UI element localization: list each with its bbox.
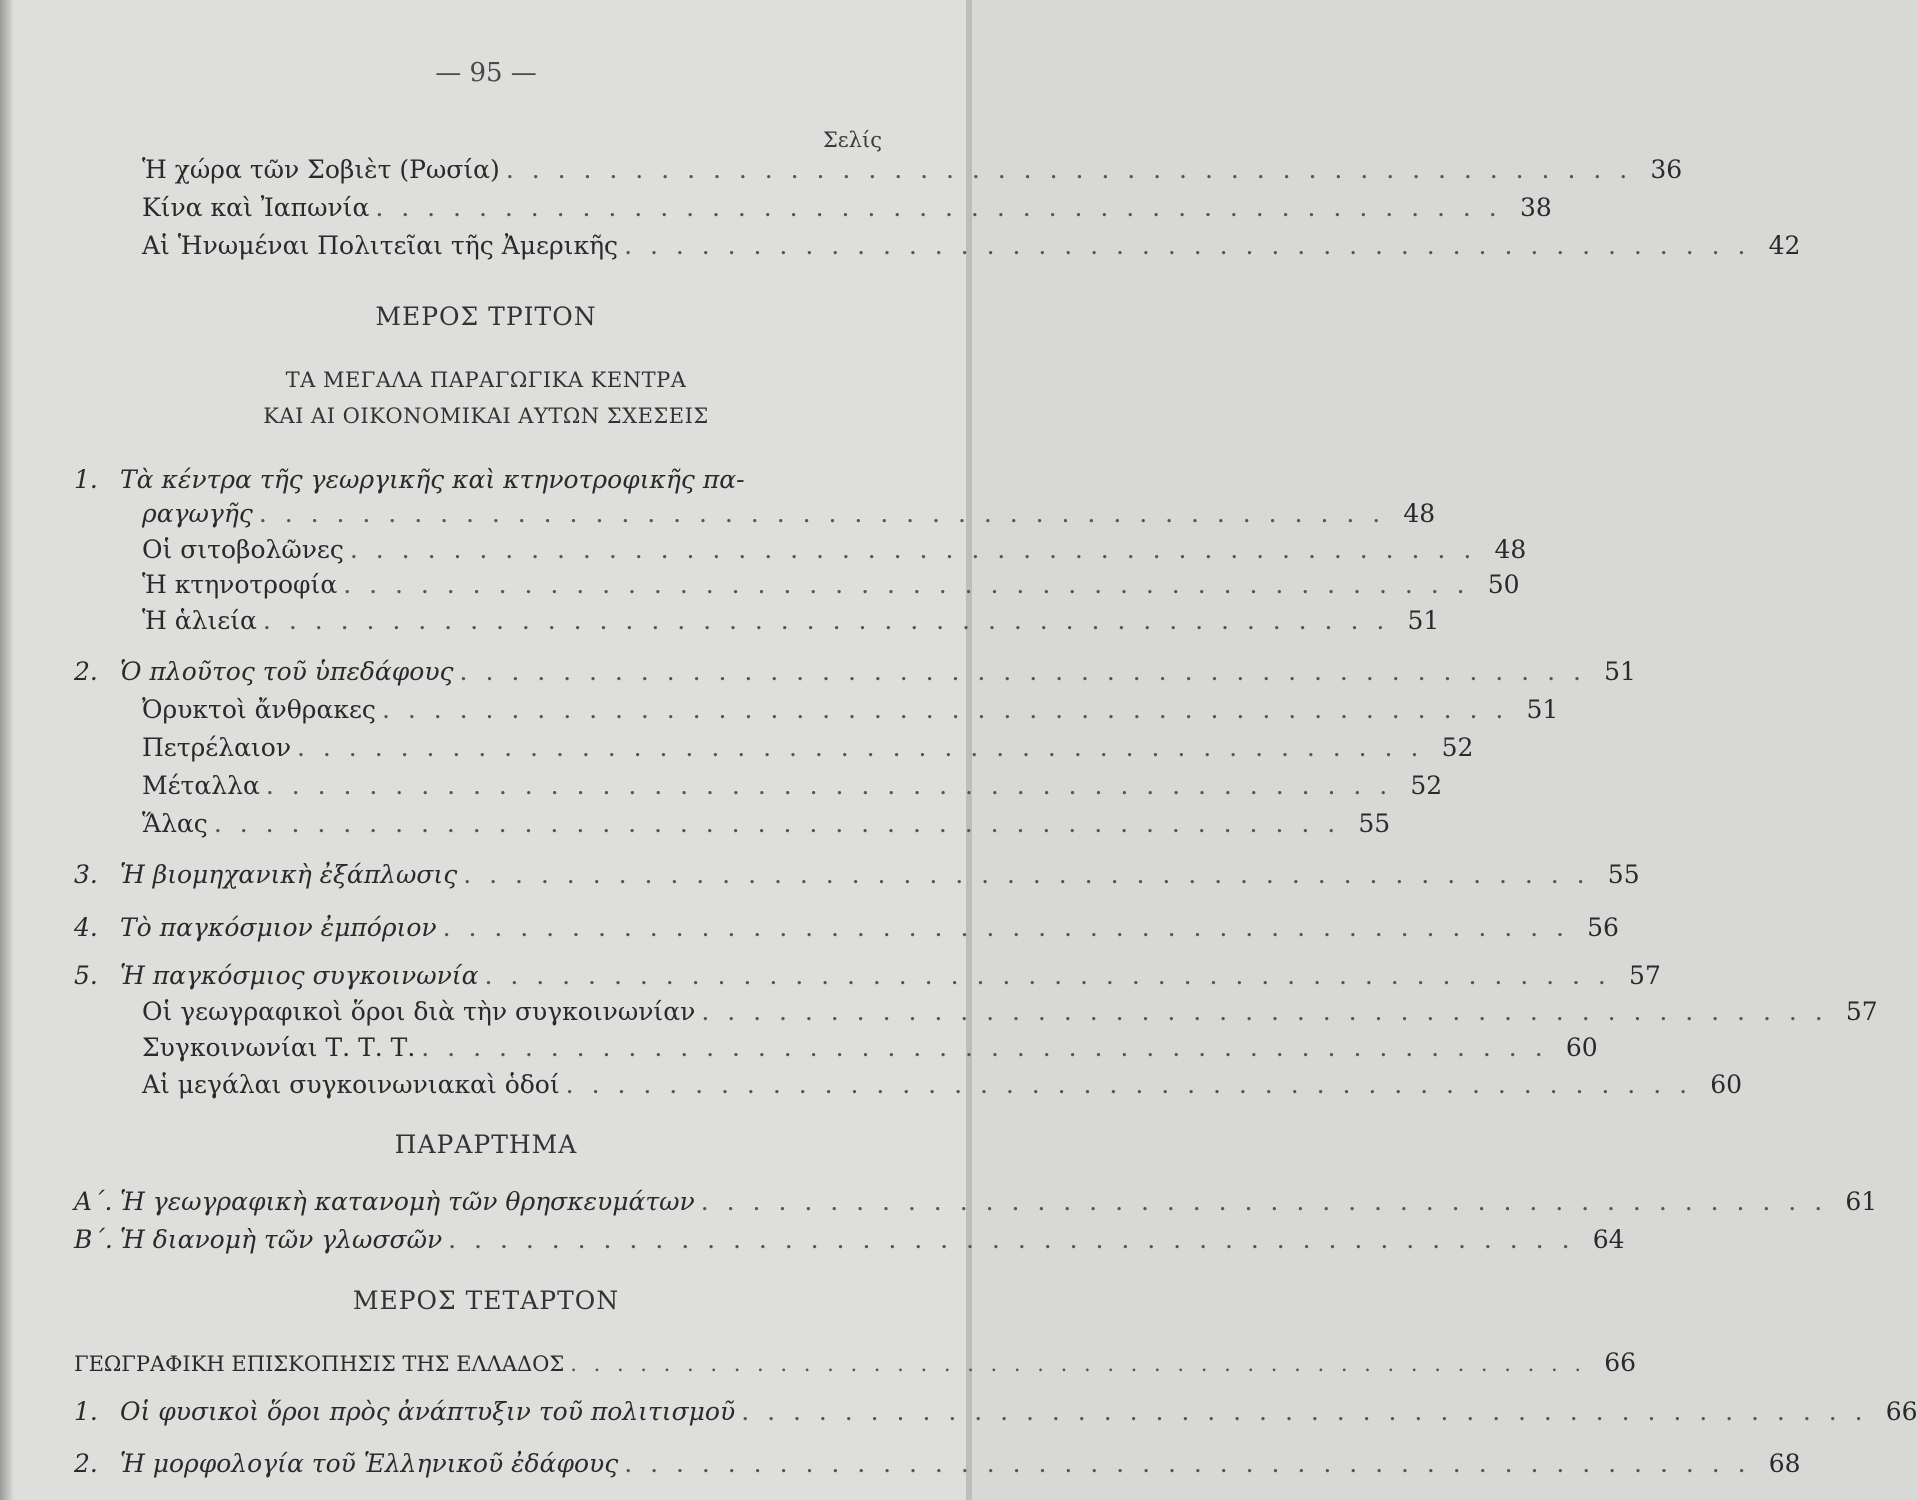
dot-leader: . . . . . . . . . . . . . . . . . . . . . . . . . . . . . . . . . . . . . . . . . . . . xyxy=(459,657,1586,686)
toc-entry-title: Κίνα καὶ Ἰαπωνία xyxy=(142,193,370,222)
toc-entry-page: 38 xyxy=(1519,193,1552,222)
toc-entry-title: Πετρέλαιον xyxy=(142,733,292,762)
toc-section xyxy=(74,857,1640,893)
dot-leader: . . . . . . . . . . . . . . . . . . . . . . . . . . . . . . . . . . . . . . . . . . . . xyxy=(262,606,1390,635)
toc-entry-title: Συγκοινωνίαι Τ. Τ. Τ. xyxy=(142,1033,416,1062)
toc-section xyxy=(74,654,1636,690)
dot-leader: . . . . . . . . . . . . . . . . . . . . . . . . . . . . . . . . . . . . . . . . . . . . xyxy=(349,535,1477,564)
toc-section xyxy=(74,958,1661,994)
toc-entry-page: 42 xyxy=(1768,231,1801,260)
toc-entry-title: Ὀρυκτοὶ ἄνθρακες xyxy=(142,695,376,724)
toc-entry-page: 66 xyxy=(1885,1397,1918,1426)
section-number: 2. xyxy=(74,657,98,686)
toc-entry-page: 60 xyxy=(1710,1070,1743,1099)
toc-entry xyxy=(142,1030,1598,1066)
page-edge-shadow xyxy=(0,0,14,1500)
part-subheading: ΚΑΙ ΑΙ ΟΙΚΟΝΟΜΙΚΑΙ ΑΥΤΩΝ ΣΧΕΣΕΙΣ xyxy=(263,404,709,428)
section-title: Οἱ φυσικοὶ ὅροι πρὸς ἀνάπτυξιν τοῦ πολιτισμοῦ xyxy=(120,1397,736,1426)
section-title: Ἡ γεωγραφικὴ κατανομὴ τῶν θρησκευμάτων xyxy=(120,1187,695,1216)
toc-entry-page: 66 xyxy=(1604,1348,1637,1377)
dot-leader: . . . . . . . . . . . . . . . . . . . . . . . . . . . . . . . . . . . . . . . . . . . . xyxy=(484,961,1611,990)
toc-entry xyxy=(142,190,1552,226)
section-number: 1. xyxy=(74,465,98,494)
dot-leader: . . . . . . . . . . . . . . . . . . . . . . . . . . . . . . . . . . . . . . . . . . . . xyxy=(213,809,1341,838)
toc-entry xyxy=(142,603,1440,639)
toc-entry-title: Ἡ κτηνοτροφία xyxy=(142,570,338,599)
part-heading: ΜΕΡΟΣ ΤΡΙΤΟΝ xyxy=(375,302,597,331)
dot-leader: . . . . . . . . . . . . . . . . . . . . . . . . . . . . . . . . . . . . . . . . . . . . xyxy=(700,1187,1828,1216)
section-title: Ἡ βιομηχανικὴ ἐξάπλωσις xyxy=(120,860,458,889)
toc-entry-page: 52 xyxy=(1441,733,1474,762)
toc-section xyxy=(74,910,1619,946)
dot-leader: . . . . . . . . . . . . . . . . . . . . . . . . . . . . . . . . . . . . . . . . . . . . xyxy=(297,733,1424,762)
toc-entry-page: 57 xyxy=(1629,961,1661,990)
section-title: Ἡ διανομὴ τῶν γλωσσῶν xyxy=(120,1225,443,1254)
section-number: 1. xyxy=(74,1397,98,1426)
toc-overview xyxy=(74,1345,1637,1381)
dot-leader: . . . . . . . . . . . . . . . . . . . . . . . . . . . . . . . . . . . . . . . . . . . . xyxy=(448,1225,1575,1254)
part-subheading: ΤΑ ΜΕΓΑΛΑ ΠΑΡΑΓΩΓΙΚΑ ΚΕΝΤΡΑ xyxy=(285,368,687,392)
toc-entry-title: Μέταλλα xyxy=(142,771,260,800)
toc-entry-page: 51 xyxy=(1407,606,1440,635)
dot-leader: . . . . . . . . . . . . . . . . . . . . . . . . . . . . . . . . . . . . . . . . . . . . xyxy=(442,913,1569,942)
dot-leader: . . . . . . . . . . . . . . . . . . . . . . . . . . . . . . . . . . . . . . . . . . . . xyxy=(258,499,1386,528)
toc-entry-title: Οἱ γεωγραφικοὶ ὅροι διὰ τὴν συγκοινωνίαν xyxy=(142,997,696,1026)
section-number: Α΄. xyxy=(74,1187,113,1216)
toc-section xyxy=(142,496,1436,532)
dot-leader: . . . . . . . . . . . . . . . . . . . . . . . . . . . . . . . . . . . . . . . . . . . . xyxy=(701,997,1828,1026)
toc-entry xyxy=(142,152,1683,188)
toc-entry xyxy=(142,567,1520,603)
appendix-heading: ΠΑΡΑΡΤΗΜΑ xyxy=(394,1130,578,1159)
toc-section xyxy=(74,1394,1918,1430)
dot-leader: . . . . . . . . . . . . . . . . . . . . . . . . . . . . . . . . . . . . . . . . . . . . xyxy=(624,1449,1751,1478)
section-number: 2. xyxy=(74,1449,98,1478)
section-title-line-1 xyxy=(74,462,745,498)
section-title: Τὸ παγκόσμιον ἐμπόριον xyxy=(120,913,437,942)
toc-entry-page: 48 xyxy=(1403,499,1436,528)
dot-leader: . . . . . . . . . . . . . . . . . . . . . . . . . . . . . . . . . . . . . . . . . . . . xyxy=(565,1070,1693,1099)
toc-entry xyxy=(142,228,1801,264)
section-title: Ἡ μορφολογία τοῦ Ἑλληνικοῦ ἐδάφους xyxy=(120,1449,619,1478)
section-number: 4. xyxy=(74,913,98,942)
section-number: 5. xyxy=(74,961,98,990)
toc-entry-title: Αἱ μεγάλαι συγκοινωνιακαὶ ὁδοί xyxy=(142,1070,560,1099)
section-number: Β΄. xyxy=(74,1225,113,1254)
page-number: — 95 — xyxy=(435,58,537,88)
toc-entry-page: 61 xyxy=(1845,1187,1878,1216)
toc-entry-page: 51 xyxy=(1526,695,1559,724)
dot-leader: . . . . . . . . . . . . . . . . . . . . . . . . . . . . . . . . . . . . . . . . . . . . xyxy=(570,1352,1587,1376)
dot-leader: . . . . . . . . . . . . . . . . . . . . . . . . . . . . . . . . . . . . . . . . . . . . xyxy=(421,1033,1548,1062)
toc-entry-page: 60 xyxy=(1565,1033,1598,1062)
dot-leader: . . . . . . . . . . . . . . . . . . . . . . . . . . . . . . . . . . . . . . . . . . . . xyxy=(343,570,1470,599)
toc-entry-page: 56 xyxy=(1587,913,1619,942)
toc-entry-title: Αἱ Ἡνωμέναι Πολιτεῖαι τῆς Ἀμερικῆς xyxy=(142,231,619,260)
toc-entry-page: 48 xyxy=(1494,535,1527,564)
dot-leader: . . . . . . . . . . . . . . . . . . . . . . . . . . . . . . . . . . . . . . . . . . . . xyxy=(741,1397,1868,1426)
section-number: 3. xyxy=(74,860,98,889)
toc-entry xyxy=(142,994,1878,1030)
toc-entry-page: 36 xyxy=(1650,155,1683,184)
toc-entry-page: 55 xyxy=(1607,860,1640,889)
part-heading: ΜΕΡΟΣ ΤΕΤΑΡΤΟΝ xyxy=(352,1286,620,1315)
toc-entry-page: 57 xyxy=(1845,997,1878,1026)
toc-entry xyxy=(142,806,1391,842)
section-title: Ὁ πλοῦτος τοῦ ὑπεδάφους xyxy=(120,657,454,686)
toc-section xyxy=(74,1222,1625,1258)
dot-leader: . . . . . . . . . . . . . . . . . . . . . . . . . . . . . . . . . . . . . . . . . . . . xyxy=(381,695,1509,724)
toc-entry-page: 64 xyxy=(1592,1225,1625,1254)
toc-entry xyxy=(142,1067,1743,1103)
section-title: Τὰ κέντρα τῆς γεωργικῆς καὶ κτηνοτροφικῆς πα- xyxy=(120,465,745,494)
toc-entry xyxy=(142,692,1559,728)
toc-entry-page: 50 xyxy=(1487,570,1520,599)
toc-entry-title: Οἱ σιτοβολῶνες xyxy=(142,535,344,564)
page-column-header: Σελίς xyxy=(822,128,882,152)
dot-leader: . . . . . . . . . . . . . . . . . . . . . . . . . . . . . . . . . . . . . . . . . . . . xyxy=(624,231,1751,260)
section-title: Ἡ παγκόσμιος συγκοινωνία xyxy=(120,961,479,990)
toc-section xyxy=(74,1184,1878,1220)
toc-entry xyxy=(142,768,1443,804)
toc-entry-title: Ἡ χώρα τῶν Σοβιὲτ (Ρωσία) xyxy=(142,155,500,184)
toc-entry-title: Ἡ ἁλιεία xyxy=(142,606,257,635)
toc-entry-page: 55 xyxy=(1358,809,1391,838)
toc-entry-page: 68 xyxy=(1768,1449,1801,1478)
dot-leader: . . . . . . . . . . . . . . . . . . . . . . . . . . . . . . . . . . . . . . . . . . . . xyxy=(505,155,1633,184)
toc-entry-title: Ἅλας xyxy=(142,809,208,838)
toc-entry-page: 51 xyxy=(1604,657,1636,686)
dot-leader: . . . . . . . . . . . . . . . . . . . . . . . . . . . . . . . . . . . . . . . . . . . . xyxy=(463,860,1590,889)
overview-title: ΓΕΩΓΡΑΦΙΚΗ ΕΠΙΣΚΟΠΗΣΙΣ ΤΗΣ ΕΛΛΑΔΟΣ xyxy=(74,1352,565,1376)
dot-leader: . . . . . . . . . . . . . . . . . . . . . . . . . . . . . . . . . . . . . . . . . . . . xyxy=(375,193,1502,222)
toc-section xyxy=(74,1446,1801,1482)
toc-entry-page: 52 xyxy=(1410,771,1443,800)
section-title-line-2: ραγωγῆς xyxy=(142,499,253,528)
dot-leader: . . . . . . . . . . . . . . . . . . . . . . . . . . . . . . . . . . . . . . . . . . . . xyxy=(265,771,1393,800)
toc-entry xyxy=(142,532,1527,568)
toc-entry xyxy=(142,730,1474,766)
